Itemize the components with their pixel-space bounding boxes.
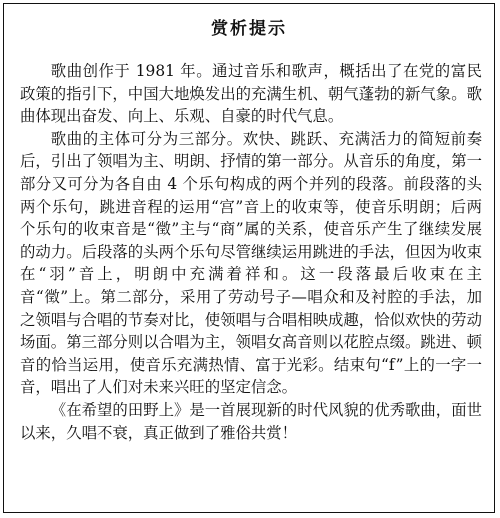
page-title: 赏析提示 [211, 19, 287, 39]
paragraph-1: 歌曲创作于 1981 年。通过音乐和歌声，概括出了在党的富民政策的指引下，中国大地焕发出的充满生机、朝气蓬勃的新气象。歌曲体现出奋发、向上、乐观、自豪的时代气息。 [20, 62, 482, 126]
paragraph-2: 歌曲的主体可分为三部分。欢快、跳跃、充满活力的简短前奏后，引出了领唱为主、明朗、抒情的第一部分。从音乐的角度，第一部分又可分为各自由 4 个乐句构成的两个并列的段落。前段落的头两个乐句，跳进音程的运用“宫”音上的收束等，使音乐明朗；后两个乐句的收束音是“徵”主与“商”属的关系，使音乐产生了继续发展的动力。后段落的头两个乐句尽管继续运用跳进的手法，但因为收束在“羽”音上，明朗中充满着祥和。这一段落最后收束在主音“徵”上。第二部分，采用了劳动号子—唱众和及衬腔的手法，加之领唱与合唱的节奏对比，使领唱与合唱相映成趣，恰似欢快的劳动场面。第三部分则以合唱为主，领唱女高音则以花腔点缀。跳进、顿音的恰当运用，使音乐充满热情、富于光彩。结束句“f”上的一字一音，唱出了人们对未来兴旺的坚定信念。 [20, 129, 482, 397]
article-body [20, 60, 482, 444]
page-frame [3, 3, 495, 513]
paragraph-3: 《在希望的田野上》是一首展现新的时代风貌的优秀歌曲，面世以来，久唱不衰，真正做到了雅俗共赏！ [20, 400, 482, 442]
